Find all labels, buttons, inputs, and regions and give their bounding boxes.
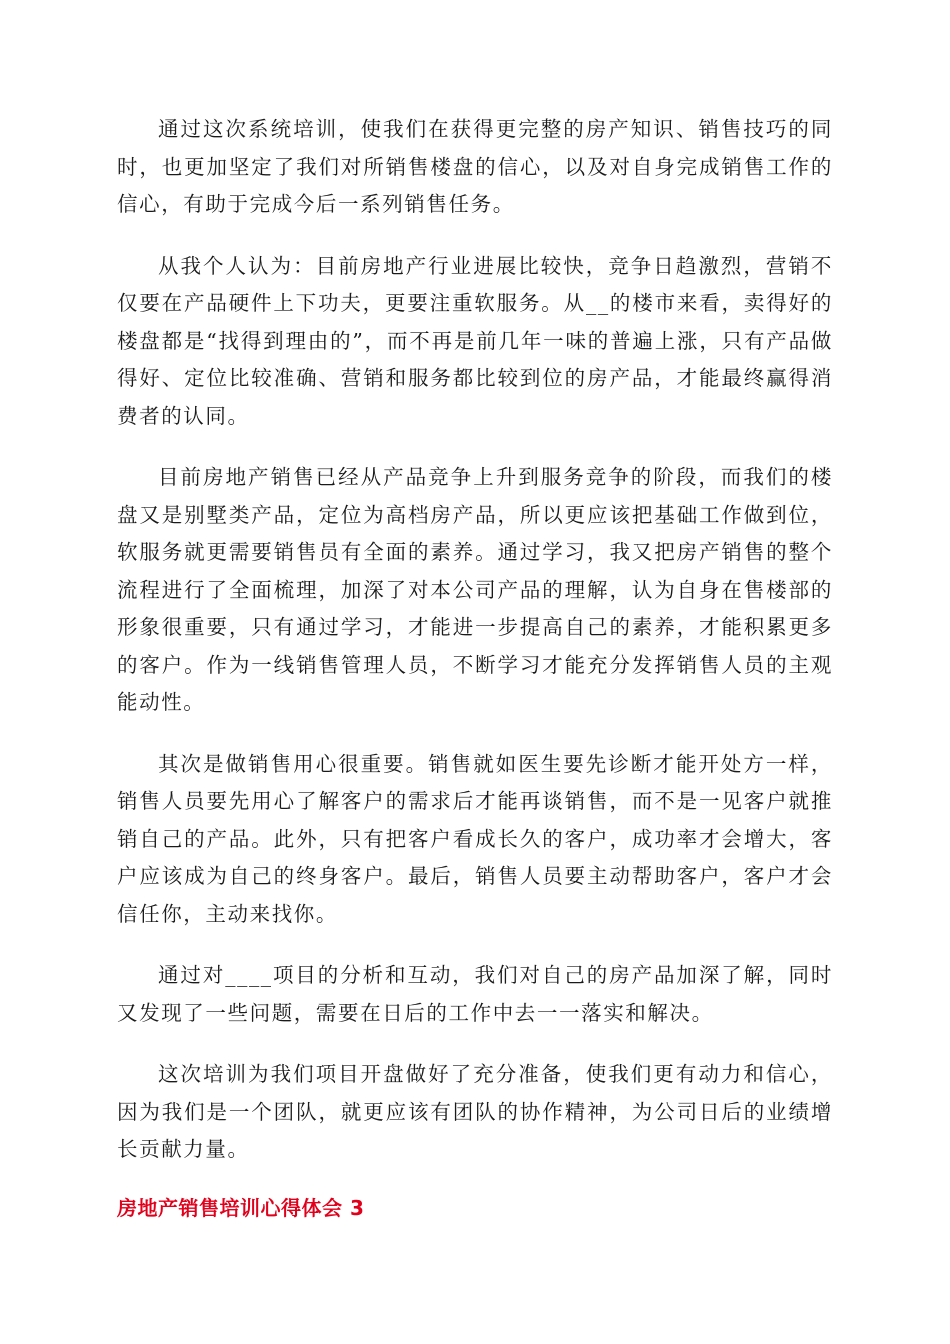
paragraph-3: 目前房地产销售已经从产品竞争上升到服务竞争的阶段，而我们的楼盘又是别墅类产品，定位为高档房产品，所以更应该把基础工作做到位，软服务就更需要销售员有全面的素养。通过学习，我又把房产销售的整个流程进行了全面梳理，加深了对本公司产品的理解，认为自身在售楼部的形象很重要，只有通过学习，才能进一步提高自己的素养，才能积累更多的客户。作为一线销售管理人员，不断学习才能充分发挥销售人员的主观能动性。 [117,465,833,714]
paragraph-4: 其次是做销售用心很重要。销售就如医生要先诊断才能开处方一样，销售人员要先用心了解客户的需求后才能再谈销售，而不是一见客户就推销自己的产品。此外，只有把客户看成长久的客户，成功率才会增大，客户应该成为自己的终身客户。最后，销售人员要主动帮助客户，客户才会信任你，主动来找你。 [117,751,833,926]
paragraph-2: 从我个人认为：目前房地产行业进展比较快，竞争日趋激烈，营销不仅要在产品硬件上下功夫，更要注重软服务。从__的楼市来看，卖得好的楼盘都是“找得到理由的”，而不再是前几年一味的普遍上涨，只有产品做得好、定位比较准确、营销和服务都比较到位的房产品，才能最终赢得消费者的认同。 [117,253,833,428]
document-body [117,111,833,1223]
section-heading: 房地产销售培训心得体会 3 [117,1195,365,1220]
paragraph-5: 通过对____项目的分析和互动，我们对自己的房产品加深了解，同时又发现了一些问题，需要在日后的工作中去一一落实和解决。 [117,963,833,1025]
paragraph-6: 这次培训为我们项目开盘做好了充分准备，使我们更有动力和信心，因为我们是一个团队，就更应该有团队的协作精神，为公司日后的业绩增长贡献力量。 [117,1062,833,1161]
paragraph-1: 通过这次系统培训，使我们在获得更完整的房产知识、销售技巧的同时，也更加坚定了我们对所销售楼盘的信心，以及对自身完成销售工作的信心，有助于完成今后一系列销售任务。 [117,117,833,216]
